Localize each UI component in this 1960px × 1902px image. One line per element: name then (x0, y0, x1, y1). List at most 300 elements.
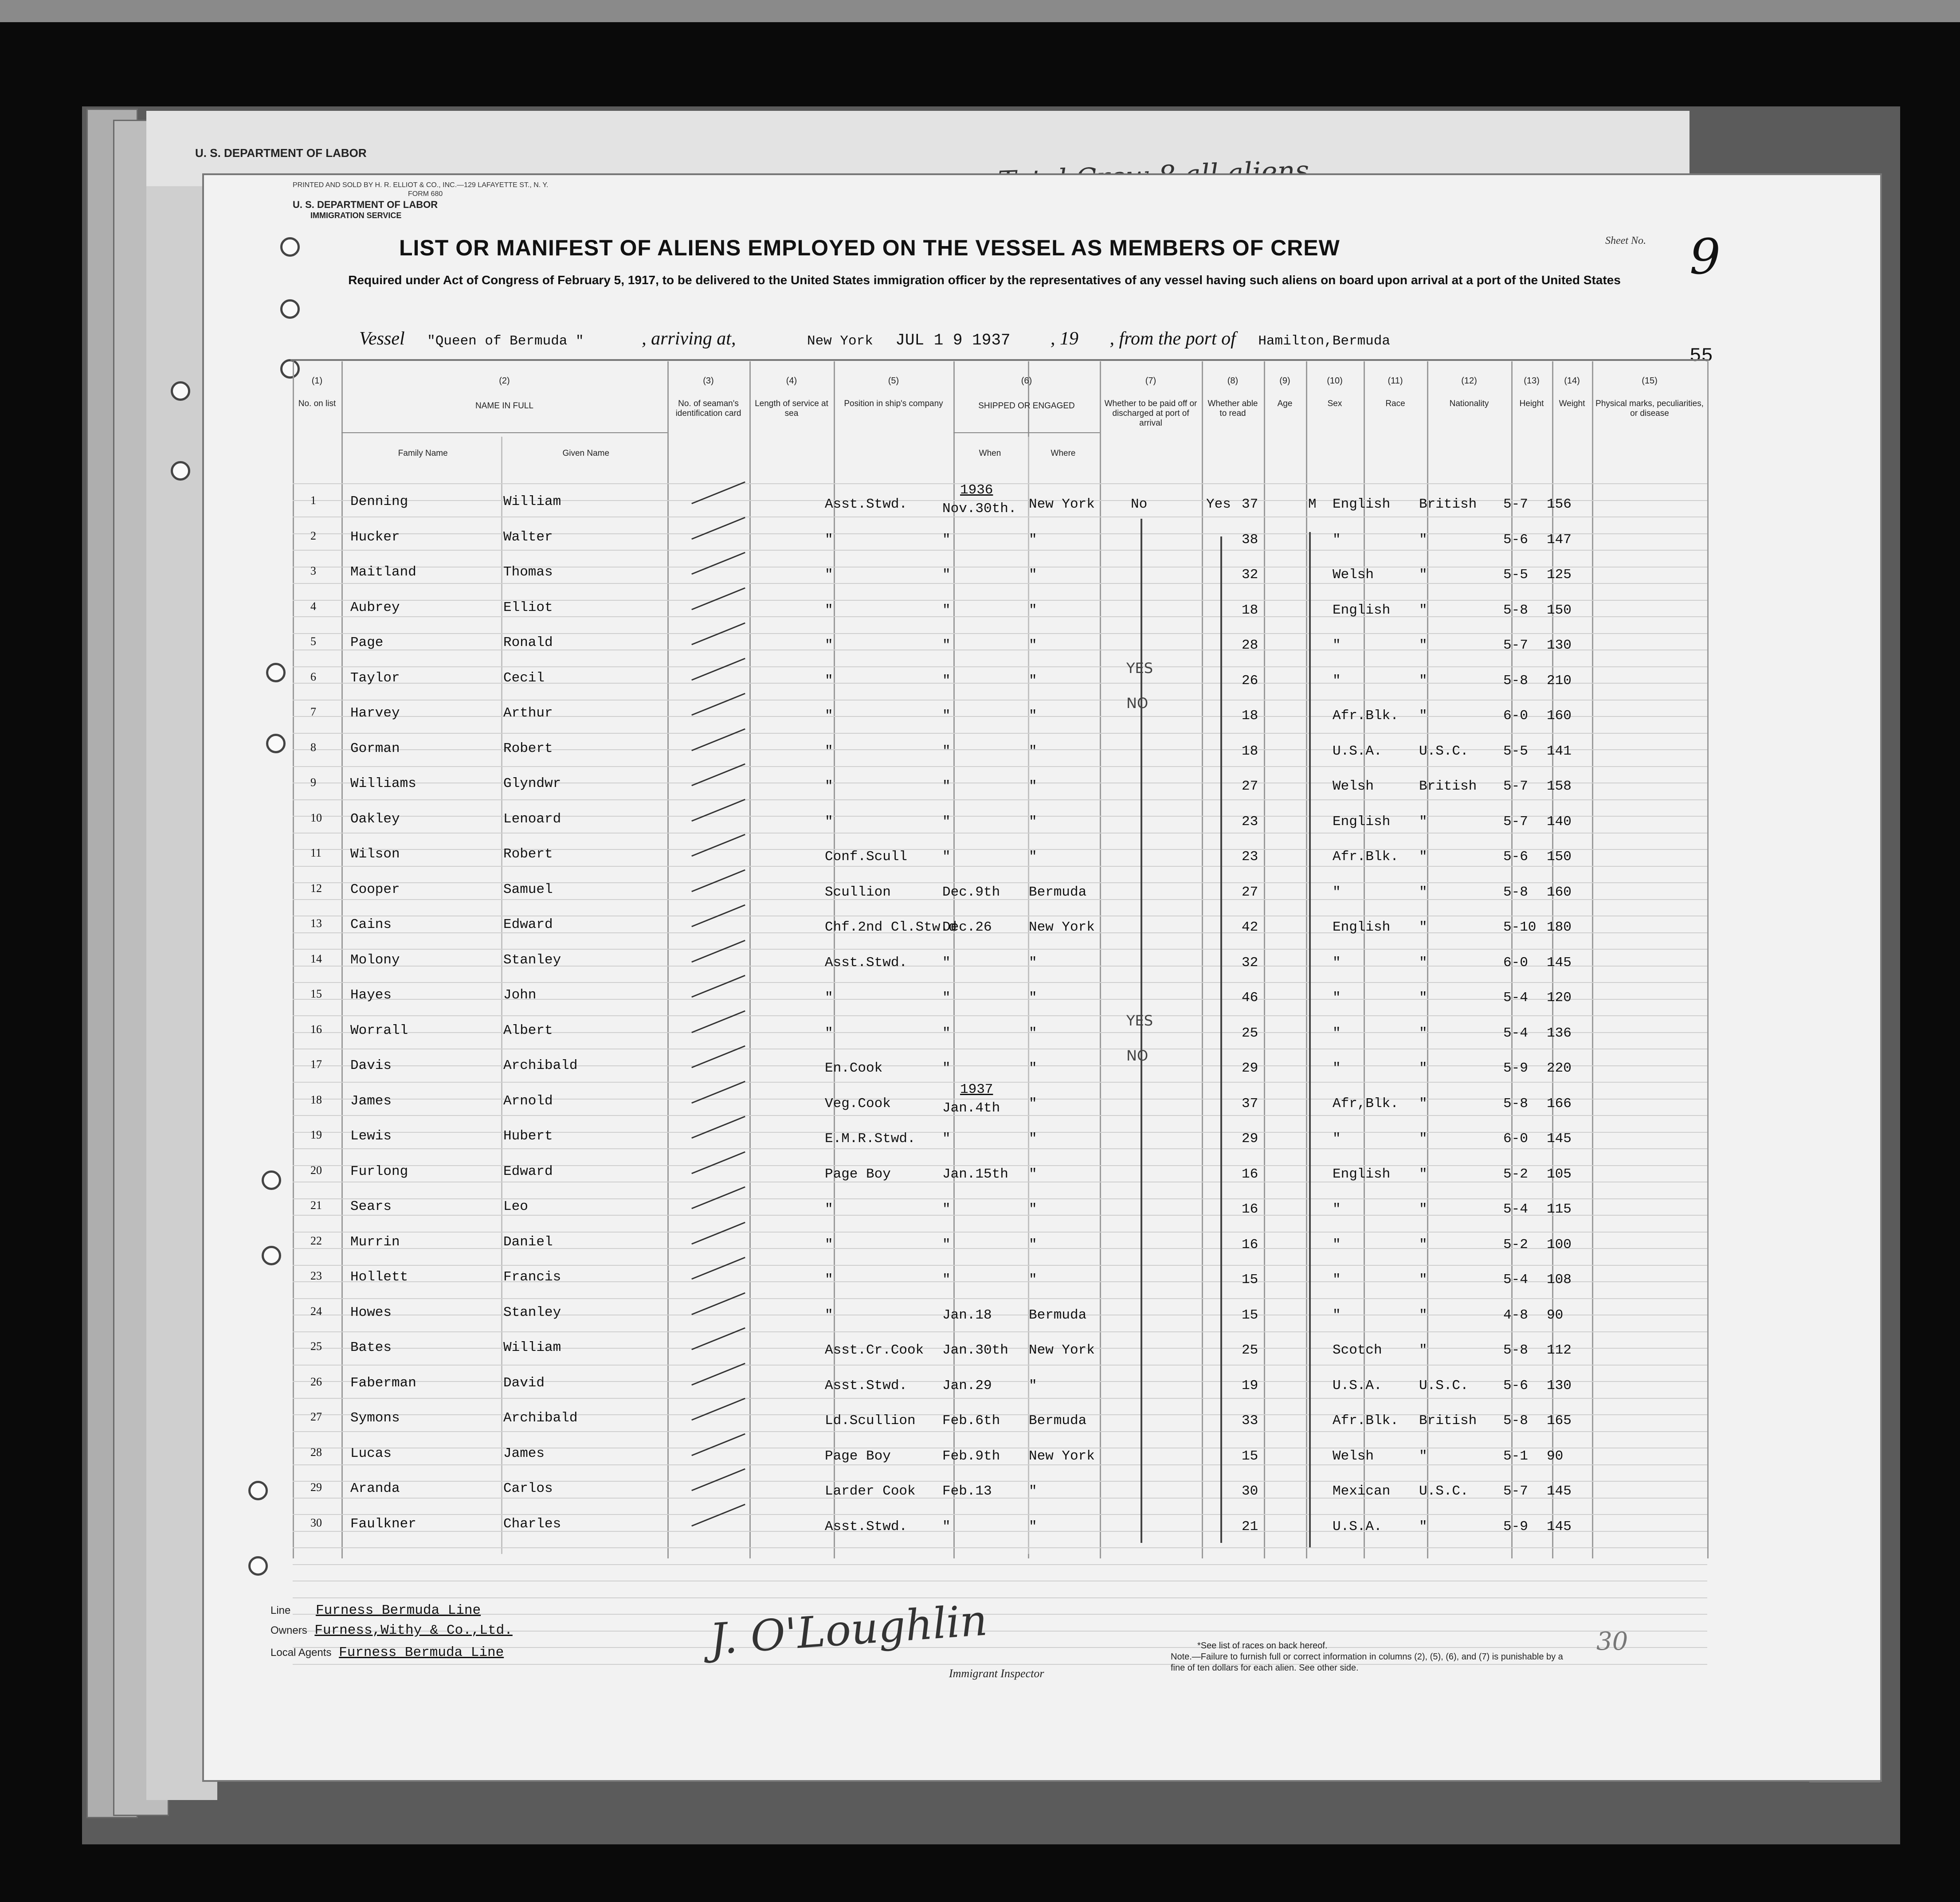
race-cell: Scotch (1333, 1342, 1382, 1358)
age-cell: 32 (1242, 567, 1258, 583)
age-cell: 16 (1242, 1166, 1258, 1182)
column-heading: Age (1277, 399, 1293, 408)
column-heading: Weight (1559, 399, 1585, 408)
shipped-where-cell: " (1029, 955, 1037, 971)
family-name-cell: Wilson (350, 846, 400, 862)
position-cell: " (825, 673, 833, 689)
shipped-when-cell: " (942, 638, 951, 653)
row-number-cell: 20 (310, 1163, 322, 1177)
row-number-cell: 18 (310, 1093, 322, 1106)
height-cell: 5-9 (1503, 1518, 1528, 1534)
age-cell: 19 (1242, 1378, 1258, 1393)
weight-cell: 130 (1547, 638, 1572, 653)
height-cell: 5-8 (1503, 884, 1528, 900)
shipped-where-cell: New York (1029, 497, 1095, 512)
shipped-where-cell: " (1029, 1237, 1037, 1252)
weight-cell: 120 (1547, 990, 1572, 1006)
given-name-cell: Charles (503, 1516, 561, 1532)
column-subheading: When (979, 449, 1001, 458)
position-cell: Chf.2nd Cl.Stw.d (825, 920, 957, 935)
row-number-cell: 11 (310, 846, 322, 859)
shipped-where-cell: " (1029, 532, 1037, 548)
row-number-cell: 21 (310, 1199, 322, 1212)
ruled-line (293, 1148, 1707, 1149)
age-cell: 46 (1242, 990, 1258, 1006)
age-cell: 16 (1242, 1237, 1258, 1252)
inspector-label: Immigrant Inspector (949, 1667, 1044, 1680)
weight-cell: 166 (1547, 1096, 1572, 1111)
nationality-cell: " (1419, 955, 1427, 971)
nationality-cell: " (1419, 990, 1427, 1006)
ruled-line (293, 633, 1707, 634)
shipped-where-cell: Bermuda (1029, 1307, 1087, 1323)
shipped-when-cell: " (942, 1061, 951, 1076)
column-number: (7) (1145, 376, 1156, 386)
height-cell: 4-8 (1503, 1307, 1528, 1323)
nationality-cell: British (1419, 497, 1477, 512)
weight-cell: 141 (1547, 743, 1572, 759)
race-cell: U.S.A. (1333, 743, 1382, 759)
height-cell: 5-6 (1503, 532, 1528, 548)
nationality-cell: " (1419, 1518, 1427, 1534)
weight-cell: 160 (1547, 884, 1572, 900)
shipped-when-cell: " (942, 814, 951, 830)
family-name-cell: Gorman (350, 740, 400, 756)
row-number-cell: 17 (310, 1058, 322, 1071)
row-number-cell: 8 (310, 740, 316, 754)
ruled-line (293, 1331, 1707, 1332)
row-number-cell: 4 (310, 599, 316, 613)
ruled-line (293, 982, 1707, 983)
row-number-cell: 12 (310, 881, 322, 895)
column-subheading: Family Name (398, 449, 448, 458)
position-cell: " (825, 567, 833, 583)
weight-cell: 220 (1547, 1061, 1572, 1076)
shipped-where-cell: " (1029, 990, 1037, 1006)
ruled-line (293, 1464, 1707, 1465)
shipped-where-cell: " (1029, 814, 1037, 830)
age-cell: 30 (1242, 1483, 1258, 1499)
position-cell: Ld.Scullion (825, 1413, 916, 1428)
sheet-number: 9 (1690, 228, 1721, 285)
column-number: (5) (888, 376, 899, 386)
family-name-cell: Davis (350, 1058, 392, 1073)
nationality-cell: " (1419, 1201, 1427, 1217)
paid-off-cell: YES (1126, 1012, 1153, 1029)
nationality-cell: " (1419, 1307, 1427, 1323)
family-name-cell: Oakley (350, 811, 400, 827)
age-cell: 18 (1242, 602, 1258, 618)
nationality-cell: British (1419, 779, 1477, 794)
height-cell: 5-8 (1503, 1096, 1528, 1111)
height-cell: 6-0 (1503, 1131, 1528, 1147)
weight-cell: 136 (1547, 1025, 1572, 1041)
ruled-line (293, 1265, 1707, 1266)
height-cell: 5-4 (1503, 1201, 1528, 1217)
shipped-where-cell: " (1029, 1378, 1037, 1393)
family-name-cell: Page (350, 635, 384, 650)
nationality-cell: " (1419, 1237, 1427, 1252)
race-cell: " (1333, 1025, 1341, 1041)
row-number-cell: 7 (310, 705, 316, 718)
nationality-cell: " (1419, 849, 1427, 865)
row-number-cell: 10 (310, 811, 322, 824)
race-cell: Afr,Blk. (1333, 1096, 1399, 1111)
position-cell: Asst.Cr.Cook (825, 1342, 924, 1358)
age-cell: 21 (1242, 1518, 1258, 1534)
punch-hole (171, 381, 190, 401)
weight-cell: 180 (1547, 920, 1572, 935)
position-cell: " (825, 708, 833, 724)
shipped-where-cell: " (1029, 1201, 1037, 1217)
column-number: (2) (499, 376, 510, 386)
nationality-cell: " (1419, 1448, 1427, 1464)
shipped-when-cell: " (942, 955, 951, 971)
given-name-cell: Stanley (503, 952, 561, 968)
height-cell: 5-7 (1503, 779, 1528, 794)
family-name-cell: James (350, 1093, 392, 1109)
given-name-cell: Stanley (503, 1304, 561, 1320)
column-number: (10) (1327, 376, 1343, 386)
weight-cell: 147 (1547, 532, 1572, 548)
weight-cell: 145 (1547, 1518, 1572, 1534)
position-cell: " (825, 1201, 833, 1217)
row-number-cell: 23 (310, 1269, 322, 1282)
family-name-cell: Faulkner (350, 1516, 416, 1532)
shipped-where-cell: New York (1029, 1342, 1095, 1358)
nationality-cell: " (1419, 567, 1427, 583)
column-heading: Height (1519, 399, 1544, 408)
column-number: (1) (311, 376, 323, 386)
column-heading: Physical marks, peculiarities, or disease (1595, 399, 1704, 418)
weight-cell: 145 (1547, 955, 1572, 971)
given-name-cell: John (503, 987, 537, 1003)
column-heading: Position in ship's company (844, 399, 943, 408)
vessel-label: Vessel (359, 329, 405, 349)
weight-cell: 108 (1547, 1272, 1572, 1288)
ruled-line (293, 833, 1707, 834)
age-cell: 33 (1242, 1413, 1258, 1428)
shipped-where-cell: " (1029, 743, 1037, 759)
family-name-cell: Lucas (350, 1445, 392, 1461)
ruled-line (293, 1232, 1707, 1233)
row-number-cell: 2 (310, 529, 316, 542)
column-number: (6) (1021, 376, 1032, 386)
race-cell: " (1333, 1307, 1341, 1323)
manifest-title: LIST OR MANIFEST OF ALIENS EMPLOYED ON THE VESSEL AS MEMBERS OF CREW (399, 235, 1340, 260)
race-cell: " (1333, 1272, 1341, 1288)
weight-cell: 145 (1547, 1131, 1572, 1147)
position-cell: Asst.Stwd. (825, 955, 908, 971)
footnote-penalty: Note.—Failure to furnish full or correct information in columns (2), (5), (6), and (7) is punishable by a fine of ten dollars for each alien. See other side. (1171, 1652, 1563, 1673)
family-name-cell: Worrall (350, 1022, 408, 1038)
height-cell: 5-6 (1503, 1378, 1528, 1393)
column-divider (1202, 361, 1203, 1558)
position-cell: " (825, 779, 833, 794)
age-cell: 25 (1242, 1025, 1258, 1041)
ruled-line (293, 1431, 1707, 1432)
punch-hole (171, 461, 190, 481)
able-to-read-cell: Yes (1206, 497, 1231, 512)
given-name-cell: Walter (503, 529, 553, 545)
height-cell: 5-8 (1503, 1413, 1528, 1428)
age-cell: 26 (1242, 673, 1258, 689)
age-cell: 15 (1242, 1307, 1258, 1323)
row-number-cell: 30 (310, 1516, 322, 1529)
age-cell: 18 (1242, 743, 1258, 759)
given-name-cell: Daniel (503, 1234, 553, 1250)
age-cell: 29 (1242, 1131, 1258, 1147)
shipped-where-cell: " (1029, 708, 1037, 724)
given-name-cell: Robert (503, 846, 553, 862)
weight-cell: 150 (1547, 849, 1572, 865)
height-cell: 5-8 (1503, 602, 1528, 618)
race-cell: Afr.Blk. (1333, 1413, 1399, 1428)
given-name-cell: David (503, 1375, 545, 1391)
column-divider (1592, 361, 1593, 1558)
shipped-when-cell: " (942, 1025, 951, 1041)
weight-cell: 130 (1547, 1378, 1572, 1393)
height-cell: 5-4 (1503, 990, 1528, 1006)
shipped-when-cell: Feb.13 (942, 1483, 992, 1499)
race-cell: " (1333, 990, 1341, 1006)
column-number: (4) (786, 376, 797, 386)
race-cell: Welsh (1333, 567, 1374, 583)
shipped-when-cell: " (942, 1237, 951, 1252)
ruled-line (293, 1614, 1707, 1615)
family-name-cell: Cains (350, 917, 392, 932)
nationality-cell: U.S.C. (1419, 1483, 1469, 1499)
weight-cell: 165 (1547, 1413, 1572, 1428)
column-number: (9) (1279, 376, 1290, 386)
punch-hole (262, 1170, 281, 1190)
arriving-label: , arriving at, (642, 329, 736, 349)
given-name-cell: James (503, 1445, 545, 1461)
service-label: IMMIGRATION SERVICE (310, 211, 402, 220)
given-name-cell: Samuel (503, 881, 553, 897)
ruled-line (293, 1082, 1707, 1083)
column-number: (12) (1461, 376, 1477, 386)
ruled-line (293, 949, 1707, 950)
age-cell: 37 (1242, 497, 1258, 512)
position-cell: " (825, 1025, 833, 1041)
given-name-cell: Carlos (503, 1481, 553, 1496)
pencil-ditto-line (1220, 536, 1222, 1543)
shipped-where-cell: " (1029, 673, 1037, 689)
position-cell: " (825, 814, 833, 830)
race-cell: " (1333, 955, 1341, 971)
sheet-number-label: Sheet No. (1605, 235, 1646, 247)
weight-cell: 115 (1547, 1201, 1572, 1217)
shipped-when-cell: Jan.30th (942, 1342, 1008, 1358)
race-cell: Afr.Blk. (1333, 849, 1399, 865)
column-heading: Nationality (1449, 399, 1489, 408)
ruled-line (293, 666, 1707, 667)
ruled-line (293, 1514, 1707, 1515)
column-number: (3) (703, 376, 714, 386)
weight-cell: 90 (1547, 1307, 1564, 1323)
shipped-where-cell: " (1029, 1483, 1037, 1499)
weight-cell: 160 (1547, 708, 1572, 724)
row-number-cell: 26 (310, 1375, 322, 1388)
form-number: FORM 680 (408, 190, 443, 198)
column-divider (341, 361, 343, 1558)
family-name-cell: Symons (350, 1410, 400, 1426)
race-cell: English (1333, 814, 1391, 830)
height-cell: 5-6 (1503, 849, 1528, 865)
family-name-cell: Furlong (350, 1163, 408, 1179)
owners-value: Furness,Withy & Co.,Ltd. (314, 1623, 513, 1638)
row-number-cell: 29 (310, 1481, 322, 1494)
weight-cell: 158 (1547, 779, 1572, 794)
inspector-signature: J. O'Loughlin (708, 1595, 989, 1664)
shipped-when-cell: Dec.26 (942, 920, 992, 935)
weight-cell: 125 (1547, 567, 1572, 583)
family-name-cell: Hayes (350, 987, 392, 1003)
punch-hole (266, 663, 286, 682)
family-name-cell: Aubrey (350, 599, 400, 615)
given-name-cell: Ronald (503, 635, 553, 650)
position-cell: " (825, 1272, 833, 1288)
ruled-line (293, 1298, 1707, 1299)
shipped-where-cell: " (1029, 638, 1037, 653)
column-heading: Race (1385, 399, 1405, 408)
race-cell: " (1333, 1201, 1341, 1217)
ruled-line (293, 1498, 1707, 1499)
age-cell: 38 (1242, 532, 1258, 548)
shipped-when-cell: Feb.9th (942, 1448, 1000, 1464)
race-cell: " (1333, 1061, 1341, 1076)
shipped-year-cell: 1936 (960, 482, 993, 498)
family-name-cell: Molony (350, 952, 400, 968)
family-name-cell: Faberman (350, 1375, 416, 1391)
shipped-where-cell: " (1029, 1061, 1037, 1076)
nationality-cell: " (1419, 673, 1427, 689)
ruled-line (293, 866, 1707, 867)
paid-off-cell: YES (1126, 659, 1153, 677)
ruled-line (293, 1015, 1707, 1016)
shipped-where-cell: " (1029, 1131, 1037, 1147)
column-heading: Sex (1327, 399, 1342, 408)
paid-off-cell: NO (1126, 1047, 1149, 1064)
family-name-cell: Denning (350, 494, 408, 509)
height-cell: 5-8 (1503, 673, 1528, 689)
race-cell: U.S.A. (1333, 1378, 1382, 1393)
row-number-cell: 9 (310, 776, 316, 789)
height-cell: 5-2 (1503, 1237, 1528, 1252)
family-name-cell: Lewis (350, 1128, 392, 1144)
row-number-cell: 24 (310, 1304, 322, 1318)
given-name-cell: Robert (503, 740, 553, 756)
nationality-cell: U.S.C. (1419, 1378, 1469, 1393)
height-cell: 5-8 (1503, 1342, 1528, 1358)
row-number-cell: 25 (310, 1340, 322, 1353)
row-number-cell: 15 (310, 987, 322, 1000)
position-cell: Page Boy (825, 1448, 891, 1464)
header-underline (953, 432, 1100, 433)
age-cell: 18 (1242, 708, 1258, 724)
agents-value: Furness Bermuda Line (339, 1645, 504, 1660)
column-divider (293, 361, 294, 1558)
age-cell: 23 (1242, 814, 1258, 830)
row-number-cell: 14 (310, 952, 322, 965)
family-name-cell: Bates (350, 1340, 392, 1355)
family-name-cell: Williams (350, 776, 416, 791)
race-cell: " (1333, 1131, 1341, 1147)
given-name-cell: Lenoard (503, 811, 561, 827)
shipped-when-cell: " (942, 673, 951, 689)
ruled-line (293, 799, 1707, 800)
nationality-cell: " (1419, 814, 1427, 830)
position-cell: Asst.Stwd. (825, 1378, 908, 1393)
pencil-ditto-line (1309, 532, 1311, 1547)
weight-cell: 150 (1547, 602, 1572, 618)
column-number: (11) (1388, 376, 1403, 386)
position-cell: Asst.Stwd. (825, 497, 908, 512)
nationality-cell: " (1419, 708, 1427, 724)
arrival-date-stamp: JUL 1 9 1937 (895, 331, 1011, 349)
given-name-cell: Edward (503, 917, 553, 932)
shipped-where-cell: " (1029, 1025, 1037, 1041)
height-cell: 5-7 (1503, 638, 1528, 653)
race-cell: " (1333, 884, 1341, 900)
age-cell: 27 (1242, 884, 1258, 900)
ruled-line (293, 483, 1707, 484)
height-cell: 5-4 (1503, 1025, 1528, 1041)
footnote-races: *See list of races on back hereof. (1197, 1641, 1328, 1651)
paid-off-cell: NO (1126, 695, 1149, 712)
shipped-when-cell: Dec.9th (942, 884, 1000, 900)
shipped-when-cell: " (942, 990, 951, 1006)
sex-cell: M (1308, 497, 1317, 512)
nationality-cell: " (1419, 884, 1427, 900)
owners-label: Owners (270, 1624, 307, 1636)
nationality-cell: " (1419, 1272, 1427, 1288)
manifest-subtitle: Required under Act of Congress of February 5, 1917, to be delivered to the United States immigration officer by the representatives of any vessel having such aliens on board upon arrival at a port of the United States (348, 273, 1621, 287)
weight-cell: 210 (1547, 673, 1572, 689)
shipped-where-cell: " (1029, 1518, 1037, 1534)
shipped-when-cell: " (942, 532, 951, 548)
scanner-strip (0, 0, 1960, 22)
height-cell: 5-5 (1503, 567, 1528, 583)
row-number-cell: 16 (310, 1022, 322, 1036)
shipped-when-cell: " (942, 743, 951, 759)
page-number: 55 (1690, 345, 1713, 367)
row-number-cell: 1 (310, 494, 316, 507)
race-cell: " (1333, 1237, 1341, 1252)
arrival-port: New York (807, 333, 873, 349)
department-label: U. S. DEPARTMENT OF LABOR (293, 199, 438, 210)
column-divider (749, 361, 751, 1558)
line-label: Line (270, 1605, 291, 1616)
ruled-line (293, 733, 1707, 734)
weight-cell: 140 (1547, 814, 1572, 830)
position-cell: Larder Cook (825, 1483, 916, 1499)
punch-hole (280, 299, 300, 319)
shipped-when-cell: Feb.6th (942, 1413, 1000, 1428)
given-name-cell: Francis (503, 1269, 561, 1285)
race-cell: " (1333, 673, 1341, 689)
age-cell: 16 (1242, 1201, 1258, 1217)
family-name-cell: Harvey (350, 705, 400, 721)
race-cell: " (1333, 532, 1341, 548)
position-cell: En.Cook (825, 1061, 883, 1076)
height-cell: 6-0 (1503, 708, 1528, 724)
nationality-cell: " (1419, 1131, 1427, 1147)
nationality-cell: " (1419, 602, 1427, 618)
shipped-when-cell: " (942, 602, 951, 618)
shipped-when-cell: " (942, 708, 951, 724)
